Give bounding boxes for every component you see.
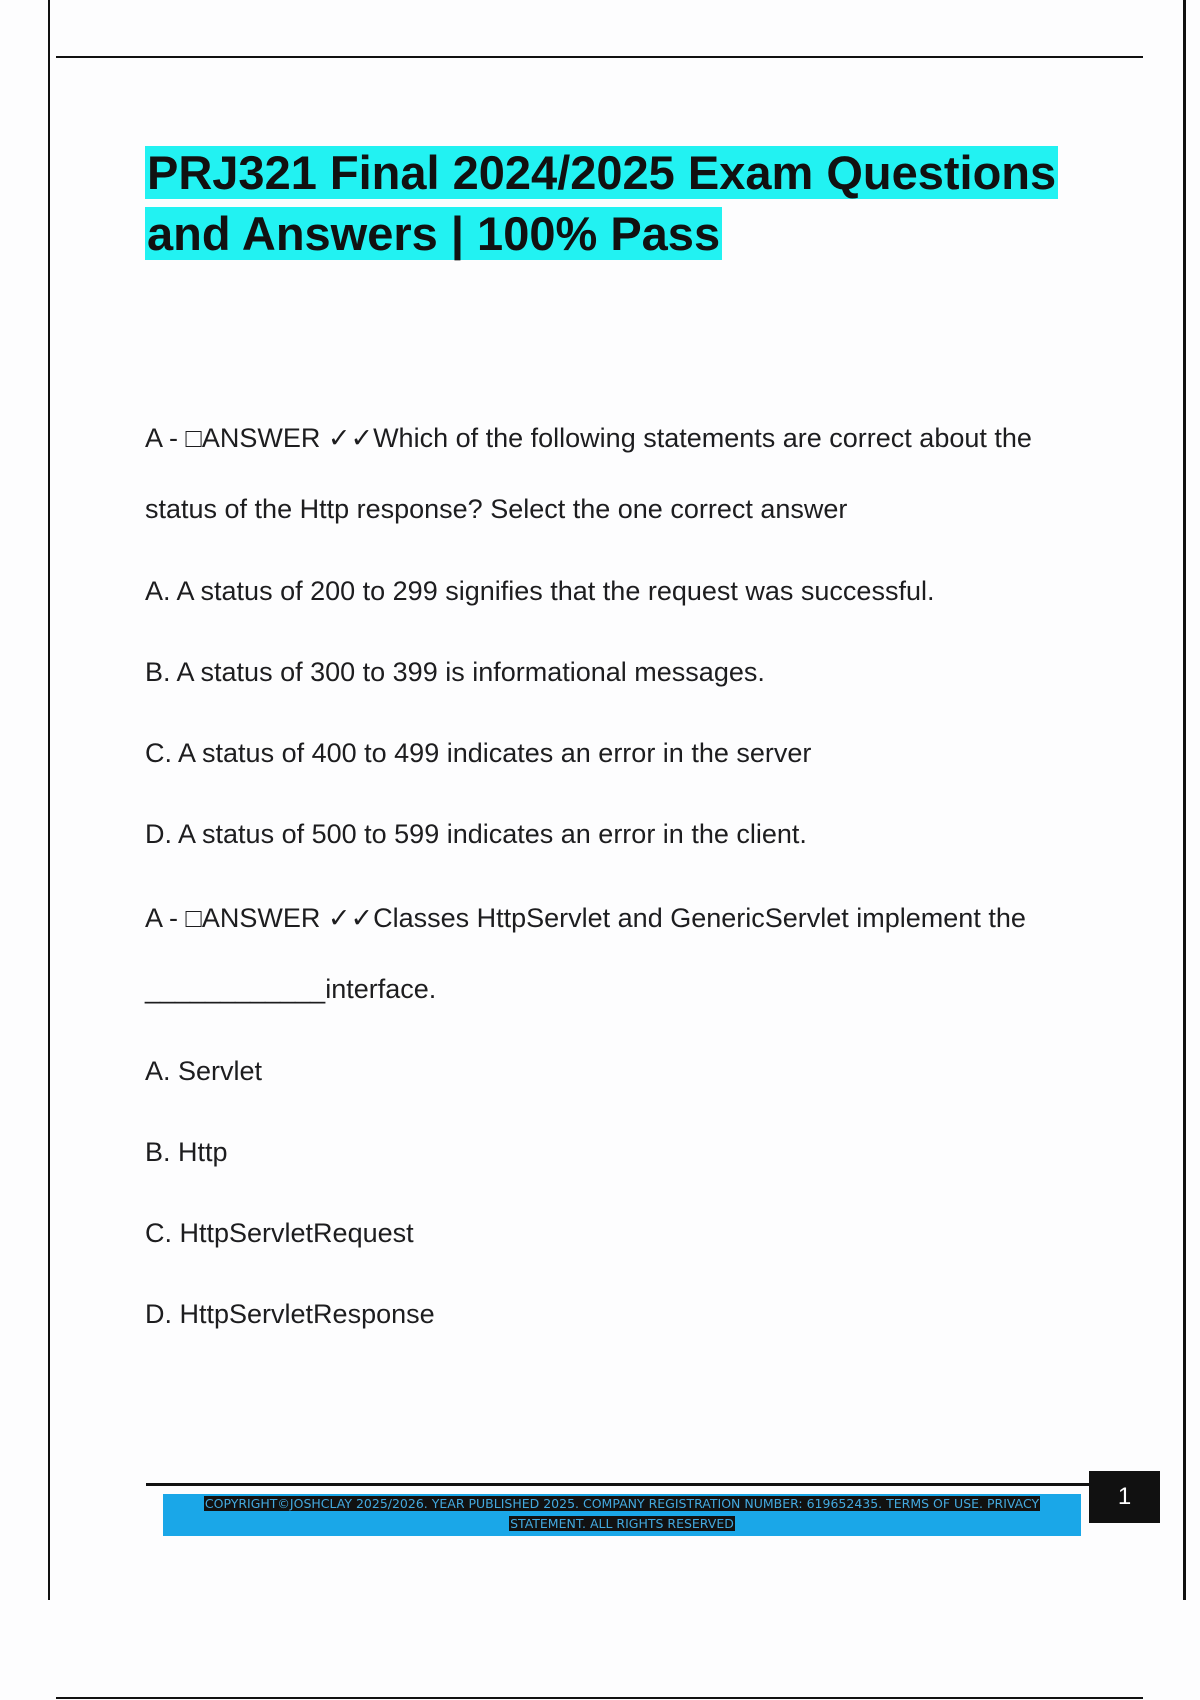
question-1-option-c: C. A status of 400 to 499 indicates an error in the server	[145, 738, 812, 768]
document-title	[145, 142, 1085, 264]
footer-copyright-line-2: STATEMENT. ALL RIGHTS RESERVED	[510, 1516, 734, 1531]
footer-rule	[146, 1483, 1090, 1486]
title-line-1: PRJ321 Final 2024/2025 Exam Questions	[147, 146, 1057, 199]
question-1-continuation: status of the Http response? Select the one correct answer	[145, 494, 848, 524]
question-2-continuation: ____________interface.	[145, 974, 437, 1004]
question-1-lead: A - □ANSWER ✓✓Which of the following statements are correct about the	[145, 423, 1032, 453]
page-number: 1	[1089, 1471, 1160, 1523]
bottom-rule	[56, 1697, 1143, 1699]
left-border	[48, 0, 50, 1600]
question-2-option-b: B. Http	[145, 1137, 228, 1167]
footer-copyright-line-1: COPYRIGHT©JOSHCLAY 2025/2026. YEAR PUBLISHED 2025. COMPANY REGISTRATION NUMBER: 619652435. TERMS OF USE. PRIVACY	[204, 1496, 1040, 1511]
footer-copyright	[163, 1494, 1081, 1534]
question-1-option-d: D. A status of 500 to 599 indicates an error in the client.	[145, 819, 807, 849]
top-rule	[56, 56, 1143, 58]
question-2-option-c: C. HttpServletRequest	[145, 1218, 414, 1248]
question-2-option-d: D. HttpServletResponse	[145, 1299, 435, 1329]
question-2-lead: A - □ANSWER ✓✓Classes HttpServlet and GenericServlet implement the	[145, 903, 1026, 933]
title-line-2: and Answers | 100% Pass	[147, 207, 721, 260]
question-1-option-b: B. A status of 300 to 399 is informational messages.	[145, 657, 765, 687]
question-1-option-a: A. A status of 200 to 299 signifies that the request was successful.	[145, 576, 935, 606]
footer-copyright-band	[163, 1494, 1081, 1536]
right-border	[1183, 0, 1186, 1600]
question-2-option-a: A. Servlet	[145, 1056, 263, 1086]
